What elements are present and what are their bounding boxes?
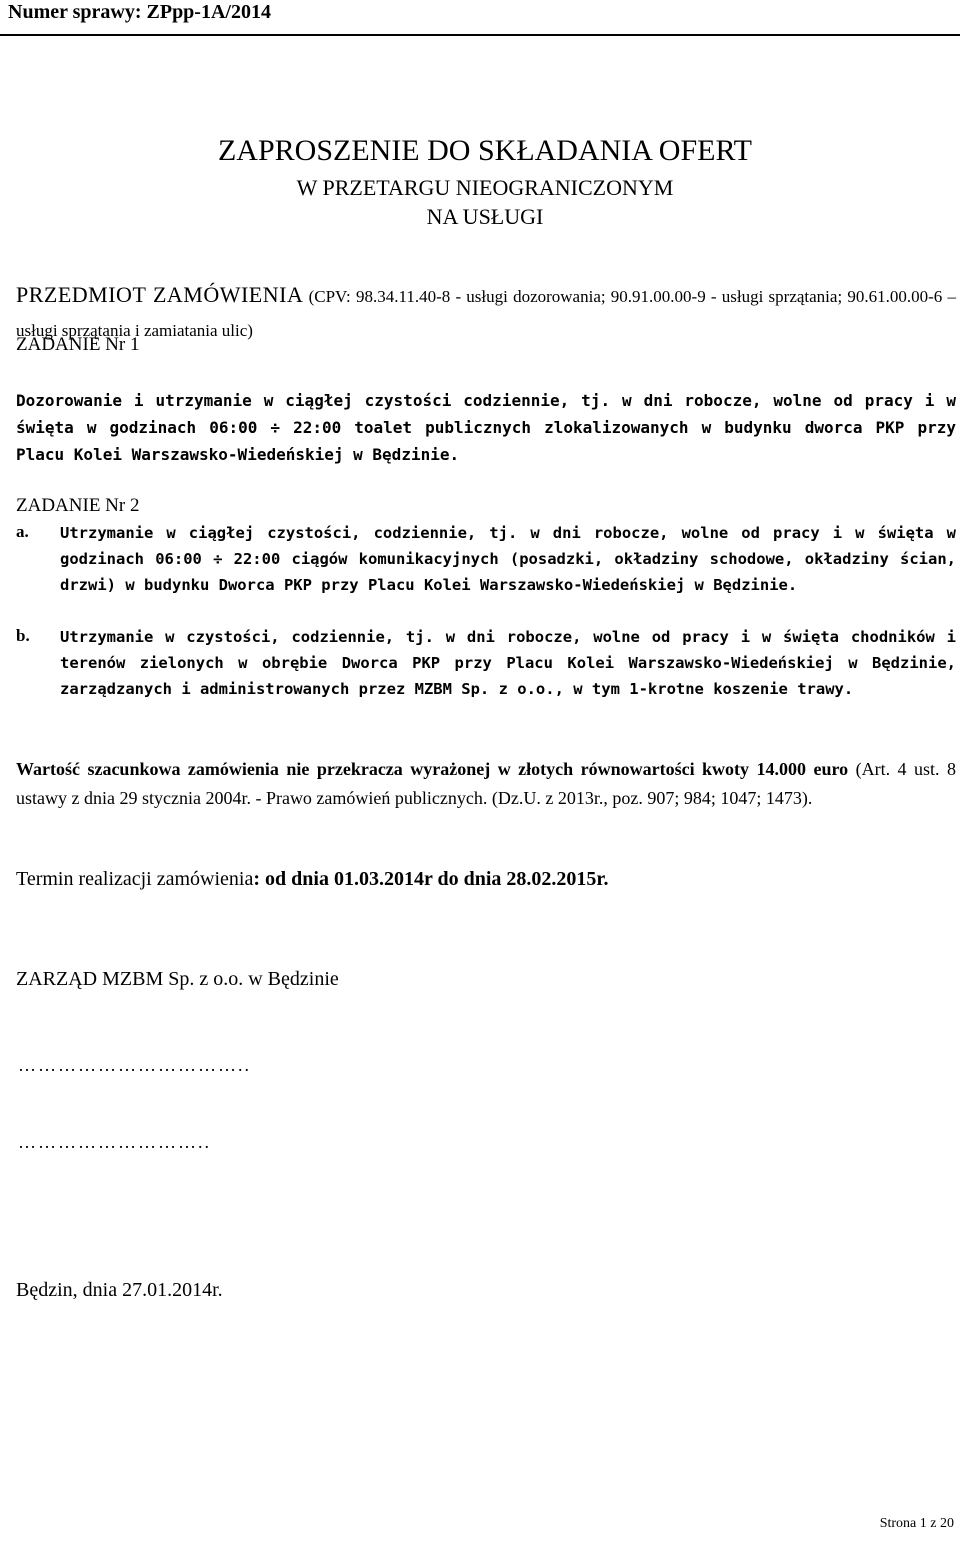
page-number-label: Strona	[879, 1516, 920, 1531]
document-subtitle: W PRZETARGU NIEOGRANICZONYM	[296, 175, 674, 200]
page-separator: z	[926, 1516, 940, 1531]
estimated-value-legal-basis: (Art. 4 ust. 8 ustawy z dnia 29 stycznia 2004r. - Prawo zamówień publicznych. (Dz.U. z 2013r., poz. 907; 984; 1047; 1473).	[16, 759, 956, 808]
order-subject-label: PRZEDMIOT ZAMÓWIENIA	[16, 282, 304, 307]
order-subject-cpv: (CPV: 98.34.11.40-8 - usługi dozorowania; 90.91.00.00-9 - usługi sprzątania; 90.61.00.00-6 – usługi sprzątania i zamiatania ulic)	[16, 287, 956, 340]
page-number	[880, 1515, 954, 1533]
document-subtitle-2: NA USŁUGI	[426, 204, 544, 229]
signature-line-2: ………………………..	[18, 1132, 211, 1152]
task-2-heading: ZADANIE Nr 2	[16, 495, 140, 516]
case-number: Numer sprawy: ZPpp-1A/2014	[8, 1, 271, 23]
task-2-item-a-marker: a.	[16, 522, 29, 541]
realization-term-label: Termin realizacji zamówienia	[16, 868, 254, 890]
task-2-item-a-text: Utrzymanie w ciągłej czystości, codziennie, tj. w dni robocze, wolne od pracy i w święta w godzinach 06:00 ÷ 22:00 ciągów komunikacyjnych (posadzki, okładziny schodowe, okładziny ścian, drzwi) w budynku Dworca PKP przy Placu Kolei Warszawsko-Wiedeńskiej w Będzinie.	[60, 524, 956, 594]
header-divider	[0, 34, 960, 36]
task-2-item-b-marker: b.	[16, 626, 30, 645]
realization-term	[16, 866, 608, 892]
issuer-name: ZARZĄD MZBM Sp. z o.o. w Będzinie	[16, 968, 339, 990]
order-subject	[16, 279, 956, 347]
task-2-item-b-text: Utrzymanie w czystości, codziennie, tj. w dni robocze, wolne od pracy i w święta chodników i terenów zielonych w obrębie Dworca PKP przy Placu Kolei Warszawsko-Wiedeńskiej w Będzinie, zarządzanych i administrowanych przez MZBM Sp. z o.o., w tym 1-krotne koszenie trawy.	[60, 628, 956, 698]
task-1-heading: ZADANIE Nr 1	[16, 334, 140, 355]
realization-term-dates: : od dnia 01.03.2014r do dnia 28.02.2015r.	[253, 868, 609, 890]
estimated-value	[16, 755, 956, 813]
task-1-description: Dozorowanie i utrzymanie w ciągłej czystości codziennie, tj. w dni robocze, wolne od pracy i w święta w godzinach 06:00 ÷ 22:00 toalet publicznych zlokalizowanych w budynku dworca PKP przy Placu Kolei Warszawsko-Wiedeńskiej w Będzinie.	[16, 391, 956, 464]
page-current: 1	[919, 1516, 927, 1531]
place-and-date: Będzin, dnia 27.01.2014r.	[16, 1279, 223, 1301]
document-title: ZAPROSZENIE DO SKŁADANIA OFERT	[217, 134, 753, 167]
signature-line-1: ……………………………..	[18, 1055, 251, 1075]
page-total: 20	[940, 1516, 954, 1531]
estimated-value-amount: Wartość szacunkowa zamówienia nie przekracza wyrażonej w złotych równowartości kwoty 14.000 euro	[16, 759, 849, 779]
